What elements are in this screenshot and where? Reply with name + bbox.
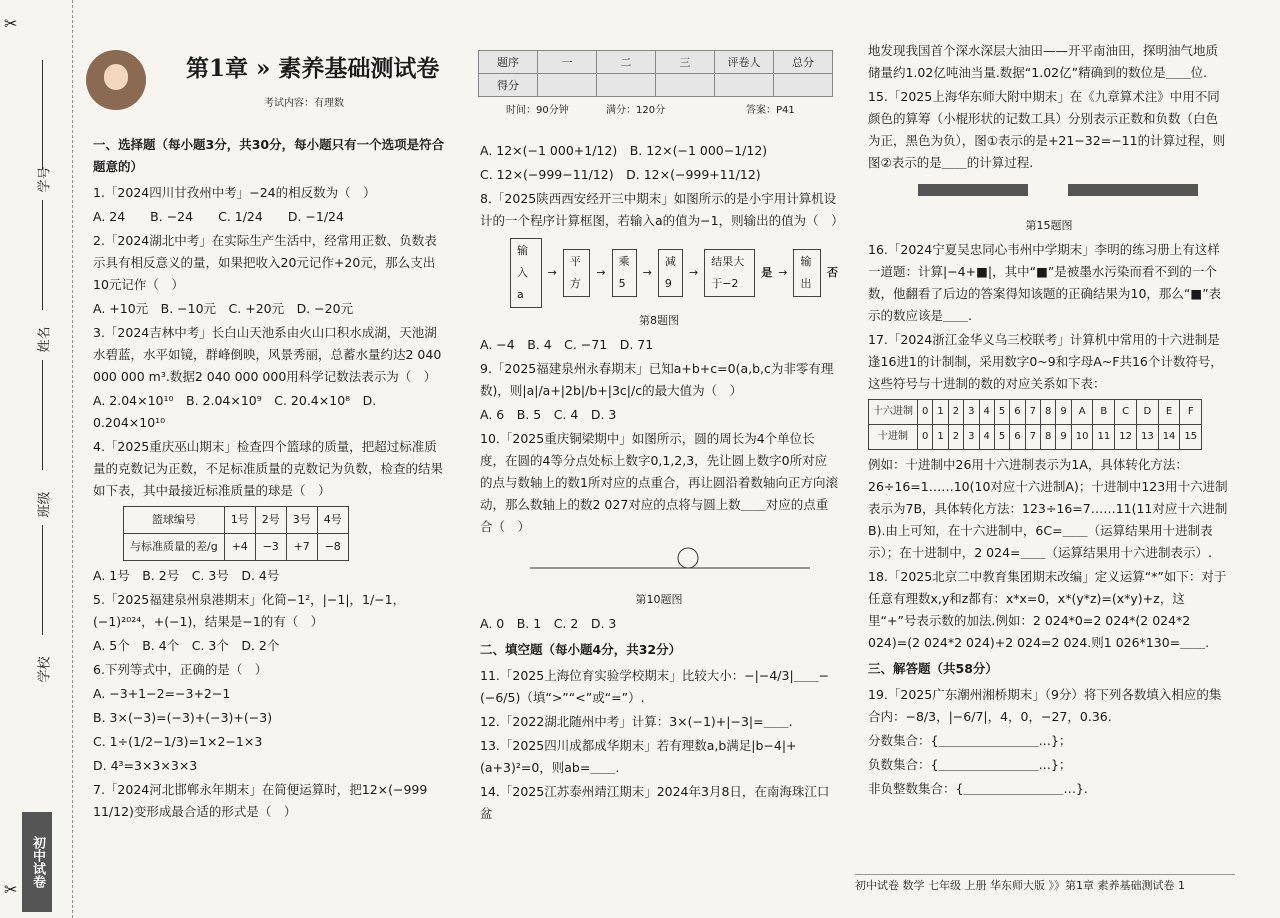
question: 7.「2024河北邯郸永年期末」在简便运算时，把12×(−999 11/12)变形成最合适的形式是（ ） <box>93 782 428 819</box>
brand-logo: 初中试卷 <box>22 812 52 912</box>
hex-cell: 1 <box>933 400 948 425</box>
rods-2 <box>1068 184 1198 196</box>
hex-cell: 14 <box>1158 425 1180 450</box>
cell: 评卷人 <box>715 51 774 74</box>
question: 11.「2025上海位育实验学校期末」比较大小：−|−4/3|＿＿−(−6/5)（填“>”“<”或“=”）. <box>480 668 830 705</box>
hex-table <box>868 399 1202 450</box>
scissors-icon-bottom: ✂ <box>4 880 18 899</box>
section-heading: 三、解答题（共58分） <box>868 661 998 676</box>
question: 8.「2025陕西西安经开三中期末」如图所示的是小宇用计算机设计的一个程序计算框图，若输入a的值为−1，则输出的值为（ ） <box>480 191 844 228</box>
cell: 3号 <box>286 507 317 534</box>
answer-line[interactable]: 非负整数集合：{＿＿＿＿＿＿＿＿…}. <box>868 781 1088 796</box>
hex-cell: 7 <box>1025 400 1040 425</box>
hex-cell: 13 <box>1136 425 1158 450</box>
question: 17.「2024浙江金华义乌三校联考」计算机中常用的十六进制是逢16进1的计制制，采用数字0~9和字母A~F共16个计数符号，这些符号与十进制的数的对应关系如下表： <box>868 332 1223 391</box>
hex-cell: F <box>1180 400 1202 425</box>
cell: 一 <box>538 51 597 74</box>
footer: 初中试卷 数学 七年级 上册 华东师大版 》》第1章 素养基础测试卷 1 <box>855 874 1235 893</box>
figure-caption: 第15题图 <box>1025 219 1073 232</box>
line <box>42 525 43 635</box>
page-title: 第1章 » 素养基础测试卷 <box>186 55 440 82</box>
hex-cell: 9 <box>1056 425 1071 450</box>
question: 12.「2022湖北随州中考」计算：3×(−1)+|−3|=＿＿. <box>480 714 793 729</box>
flow-box: 乘5 <box>612 249 637 297</box>
options: A. 5个 B. 4个 C. 3个 D. 2个 <box>93 638 280 653</box>
score-cell[interactable] <box>774 74 833 97</box>
hex-cell: 2 <box>948 425 963 450</box>
cell: 三 <box>656 51 715 74</box>
hex-cell: 8 <box>1041 425 1056 450</box>
hex-cell: 15 <box>1180 425 1202 450</box>
question: 例如：十进制中26用十六进制表示为1A，具体转化方法：26÷16=1……10(10对应十六进制A)；十进制中123用十六进制表示为7B，具体转化方法：123÷16=7……11(11对应十六进制B).由上可知，在十六进制中，6C=＿＿（运算结果用十进制表示）；在十进制中，2 024=＿＿（运算结果用十六进制表示）. <box>868 457 1228 560</box>
options: A. 2.04×10¹⁰ B. 2.04×10⁹ C. 20.4×10⁸ D. 0.204×10¹⁰ <box>93 393 377 430</box>
hex-cell: 0 <box>918 425 933 450</box>
options: B. 3×(−3)=(−3)+(−3)+(−3) <box>93 710 273 725</box>
score-cell[interactable] <box>597 74 656 97</box>
question: 16.「2024宁夏吴忠同心韦州中学期末」李明的练习册上有这样一道题：计算|−4+■|，其中“■”是被墨水污染而看不到的一个数，他翻看了后边的答案得知该题的正确结果为10，那么“■”表示的数应该是＿＿. <box>868 242 1222 323</box>
question: 地发现我国首个深水深层大油田——开平南油田，探明油气地质储量约1.02亿吨油当量.数据“1.02亿”精确到的数位是＿＿位. <box>868 43 1219 80</box>
options: C. 1÷(1/2−1/3)=1×2−1×3 <box>93 734 263 749</box>
figure-caption: 第10题图 <box>635 593 683 606</box>
hex-cell: 12 <box>1115 425 1137 450</box>
question: 2.「2024湖北中考」在实际生产生活中，经常用正数、负数表示具有相反意义的量，如果把收入20元记作+20元，那么支出10元记作（ ） <box>93 233 437 292</box>
options: A. +10元 B. −10元 C. +20元 D. −20元 <box>93 301 354 316</box>
hex-row <box>869 400 1202 425</box>
section-heading: 一、选择题（每小题3分，共30分，每小题只有一个选项是符合题意的） <box>93 137 445 174</box>
rods-1 <box>918 184 1028 196</box>
name-label: 姓名 <box>37 326 53 353</box>
column-3 <box>868 40 1230 802</box>
question: 15.「2025上海华东师大附中期末」在《九章算术注》中用不同颜色的算筹（小棍形状的记数工具）分别表示正数和负数（白色为正，黑色为负），图①表示的是+21−32=−11的计算过程，则图②表示的是＿＿的计算过程. <box>868 89 1226 170</box>
ball-table <box>123 506 349 561</box>
exam-scope: 考试内容：有理数 <box>264 98 344 109</box>
class-label: 班级 <box>37 491 53 518</box>
hex-cell: 5 <box>994 425 1009 450</box>
options: A. 12×(−1 000+1/12) B. 12×(−1 000−1/12) <box>480 143 768 158</box>
question: 1.「2024四川甘孜州中考」−24的相反数为（ ） <box>93 185 376 200</box>
question: 13.「2025四川成都成华期末」若有理数a,b满足|b−4|+(a+3)²=0，则ab=＿＿. <box>480 738 797 775</box>
options: A. 0 B. 1 C. 2 D. 3 <box>480 616 617 631</box>
question: 6.下列等式中，正确的是（ ） <box>93 662 268 677</box>
cell: 1号 <box>224 507 255 534</box>
options: A. 1号 B. 2号 C. 3号 D. 4号 <box>93 568 280 583</box>
dec-row <box>869 425 1202 450</box>
question: 5.「2025福建泉州泉港期末」化简−1²，|−1|，1/−1，(−1)²⁰²⁴，+(−1)，结果是−1的有（ ） <box>93 592 406 629</box>
number-line-figure <box>520 540 820 580</box>
hex-cell: 6 <box>1010 400 1025 425</box>
hex-cell: 0 <box>918 400 933 425</box>
line <box>42 60 43 170</box>
options: D. 4³=3×3×3×3 <box>93 758 198 773</box>
score-cell[interactable] <box>656 74 715 97</box>
cell: +4 <box>224 534 255 561</box>
hex-cell: 1 <box>933 425 948 450</box>
line <box>42 200 43 310</box>
question: 4.「2025重庆巫山期末」检查四个篮球的质量，把超过标准质量的克数记为正数，不足标准质量的克数记为负数，检查的结果如下表，其中最接近标准质量的球是（ ） <box>93 439 444 498</box>
options: A. 24 B. −24 C. 1/24 D. −1/24 <box>93 209 344 224</box>
header <box>86 44 838 116</box>
hex-cell: C <box>1115 400 1137 425</box>
hex-cell: 11 <box>1093 425 1115 450</box>
time-info: 时间：90分钟 <box>506 105 569 116</box>
cell: −3 <box>255 534 286 561</box>
question: 19.「2025广东潮州湘桥期末」（9分）将下列各数填入相应的集合内：−8/3，|−6/7|，4，0，−27，0.36. <box>868 687 1222 724</box>
column-1 <box>93 130 445 825</box>
student-id-label: 学号 <box>37 166 53 193</box>
cell: −8 <box>317 534 348 561</box>
score-table <box>478 50 833 97</box>
answer-info: 答案：P41 <box>746 105 795 116</box>
cell: 与标准质量的差/g <box>124 534 225 561</box>
cell: 篮球编号 <box>124 507 225 534</box>
hex-cell: 6 <box>1010 425 1025 450</box>
hex-cell: A <box>1071 400 1093 425</box>
question: 18.「2025北京二中教育集团期末改编」定义运算“*”如下：对于任意有理数x,y和z都有：x*x=0，x*(y*z)=(x*y)+z，这里“+”号表示数的加法.例如：2 024*0=2 024*(2 024*2 024)=(2 024*2 024)+2 024=2 024.则1 026*130=＿＿. <box>868 569 1227 650</box>
options: A. 6 B. 5 C. 4 D. 3 <box>480 407 617 422</box>
flow-box: 输出 <box>793 249 821 297</box>
flow-box: 减9 <box>658 249 683 297</box>
flow-box: 平方 <box>563 249 591 297</box>
hex-cell: 4 <box>979 425 994 450</box>
flow-decision: 结果大于−2 <box>704 249 755 297</box>
cell: +7 <box>286 534 317 561</box>
figure-caption: 第8题图 <box>639 314 679 327</box>
score-cell[interactable] <box>538 74 597 97</box>
options: A. −4 B. 4 C. −71 D. 71 <box>480 337 654 352</box>
circle <box>678 548 698 568</box>
hex-cell: 10 <box>1071 425 1093 450</box>
question: 14.「2025江苏泰州靖江期末」2024年3月8日，在南海珠江口盆 <box>480 784 830 821</box>
options: C. 12×(−999−11/12) D. 12×(−999+11/12) <box>480 167 761 182</box>
hex-cell: B <box>1093 400 1115 425</box>
hex-cell: 3 <box>964 400 979 425</box>
binding-strip <box>0 0 73 918</box>
hex-cell: 十进制 <box>869 425 918 450</box>
hex-cell: 4 <box>979 400 994 425</box>
cell: 2号 <box>255 507 286 534</box>
hex-cell: 3 <box>964 425 979 450</box>
hex-cell: 7 <box>1025 425 1040 450</box>
hex-cell: 2 <box>948 400 963 425</box>
answer-line[interactable]: 分数集合：{＿＿＿＿＿＿＿＿…}； <box>868 733 1072 748</box>
hex-cell: 8 <box>1041 400 1056 425</box>
line <box>42 360 43 470</box>
full-score-info: 满分：120分 <box>606 105 666 116</box>
flowchart: 输入a → 平方 → 乘5 → 减9 → 结果大于−2 是 → 输出 否 <box>510 238 838 308</box>
score-cell[interactable] <box>715 74 774 97</box>
column-2 <box>480 140 844 827</box>
mascot-icon <box>86 50 146 110</box>
hex-cell: D <box>1136 400 1158 425</box>
hex-cell: 9 <box>1056 400 1071 425</box>
hex-cell: E <box>1158 400 1180 425</box>
options: A. −3+1−2=−3+2−1 <box>93 686 231 701</box>
cell: 得分 <box>479 74 538 97</box>
flow-box: 输入a <box>510 238 542 308</box>
question: 10.「2025重庆铜梁期中」如图所示，圆的周长为4个单位长度，在圆的4等分点处标上数字0,1,2,3，先让圆上数字0所对应的点与数轴上的数1所对应的点重合，再让圆沿着数轴向正方向滚动，那么数轴上的数2 027对应的点将与圆上数＿＿对应的点重合（ ） <box>480 431 838 534</box>
cell: 二 <box>597 51 656 74</box>
flow-no: 否 <box>826 266 838 279</box>
hex-cell: 5 <box>994 400 1009 425</box>
counting-rods-figure <box>908 176 1208 206</box>
flow-yes: 是 <box>761 266 773 279</box>
cell: 4号 <box>317 507 348 534</box>
scissors-icon: ✂ <box>4 14 18 33</box>
cell: 题序 <box>479 51 538 74</box>
cell: 总分 <box>774 51 833 74</box>
question: 3.「2024吉林中考」长白山天池系由火山口积水成湖，天池湖水碧蓝，水平如镜，群峰倒映，风景秀丽，总蓄水量约达2 040 000 000 m³.数据2 040 000 000用科学记数法表示为（ ） <box>93 325 442 384</box>
section-heading: 二、填空题（每小题4分，共32分） <box>480 642 682 657</box>
answer-line[interactable]: 负数集合：{＿＿＿＿＿＿＿＿…}； <box>868 757 1072 772</box>
question: 9.「2025福建泉州永春期末」已知a+b+c=0(a,b,c为非零有理数)，则|a|/a+|2b|/b+|3c|/c的最大值为（ ） <box>480 361 834 398</box>
school-label: 学校 <box>37 656 53 683</box>
hex-cell: 十六进制 <box>869 400 918 425</box>
